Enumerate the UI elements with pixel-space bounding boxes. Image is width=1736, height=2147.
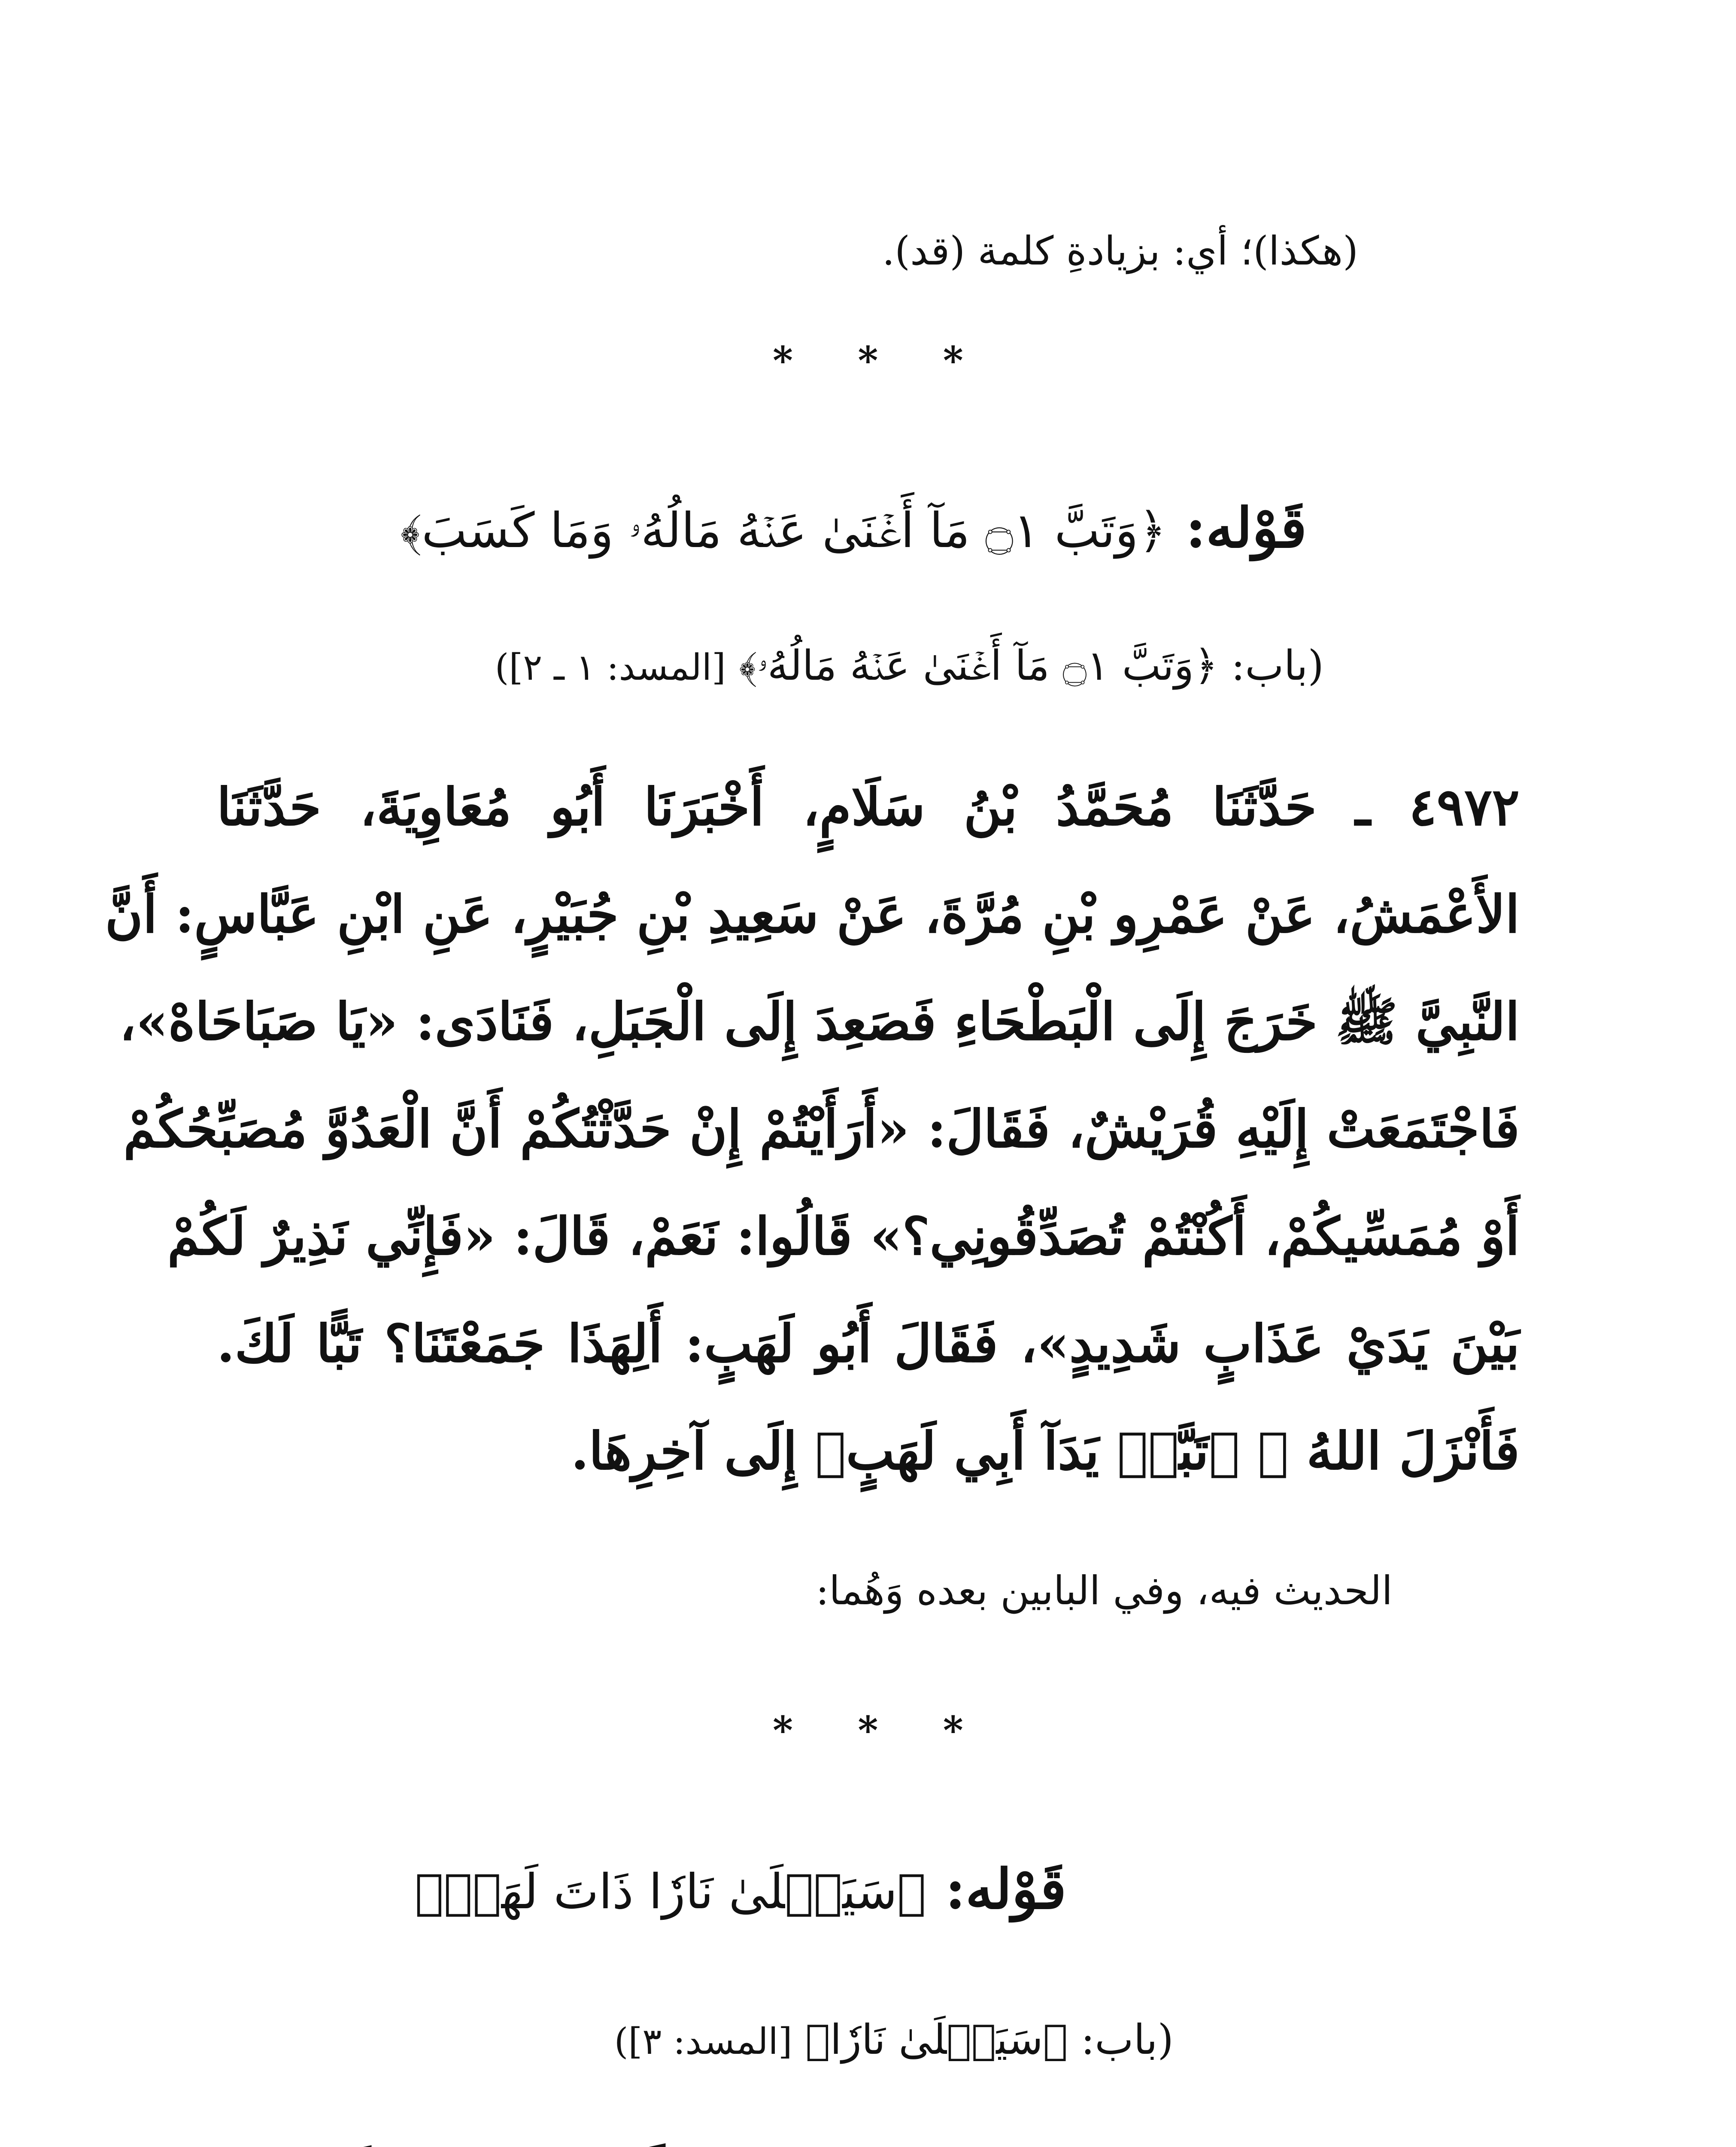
chapter-title-1 xyxy=(495,636,1324,697)
quran-verse: ﴿وَتَبَّ ۝١ مَآ أَغۡنَىٰ عَنۡهُ مَالُهُۥ وَمَا كَسَبَ﴾ xyxy=(400,503,1167,559)
heading-verse-1 xyxy=(401,494,1307,565)
separator-stars: * * * xyxy=(773,338,989,383)
note-line: الحديث فيه، وفي البابين بعده وَهُما: xyxy=(816,1568,1393,1614)
chapter-prefix: (باب: xyxy=(1231,642,1324,690)
hadith-line: فَأَنْزَلَ اللهُ ﷻ ﴿تَبَّتۡ يَدَآ أَبِي لَهَبٍ﴾ إِلَى آخِرِهَا. xyxy=(571,1421,1520,1481)
hadith-line: أَوْ مُمَسِّيكُمْ، أَكُنْتُمْ تُصَدِّقُونِي؟» قَالُوا: نَعَمْ، قَالَ: «فَإِنِّي نَذِيرٌ لَكُمْ xyxy=(167,1206,1520,1267)
quran-verse: ﴿وَتَبَّ ۝١ مَآ أَغۡنَىٰ عَنۡهُ مَالُهُۥ﴾ xyxy=(739,642,1218,690)
separator-stars: * * * xyxy=(773,1708,989,1753)
surah-reference: [المسد: ١ ـ ٢]) xyxy=(495,646,726,688)
hadith-line: ٤٩٧٢ ـ حَدَّثَنَا مُحَمَّدُ بْنُ سَلَامٍ، أَخْبَرَنَا أَبُو مُعَاوِيَةَ، حَدَّثَنَا xyxy=(217,777,1520,837)
surah-reference: [المسد: ٣]) xyxy=(614,2020,792,2062)
chapter-title-2 xyxy=(614,2010,1174,2071)
hadith-line: بَيْنَ يَدَيْ عَذَابٍ شَدِيدٍ»، فَقَالَ أَبُو لَهَبٍ: أَلِهَذَا جَمَعْتَنَا؟ تَبًّا لَكَ. xyxy=(217,1314,1520,1374)
hadith-line: النَّبِيَّ ﷺ خَرَجَ إِلَى الْبَطْحَاءِ فَصَعِدَ إِلَى الْجَبَلِ، فَنَادَى: «يَا صَبَاحَاهْ»، xyxy=(119,991,1520,1052)
hadith-line: الأَعْمَشُ، عَنْ عَمْرِو بْنِ مُرَّةَ، عَنْ سَعِيدِ بْنِ جُبَيْرٍ، عَنِ ابْنِ عَبَّاسٍ: أَنَّ xyxy=(105,884,1520,945)
quran-verse: ﴿سَيَصۡلَىٰ نَارٗا ذَاتَ لَهَبٖ﴾ xyxy=(415,1864,926,1920)
heading-prefix: قَوْله: xyxy=(1185,496,1307,560)
chapter-prefix: (باب: xyxy=(1080,2016,1174,2064)
heading-prefix: قَوْله: xyxy=(945,1857,1066,1922)
heading-verse-2 xyxy=(415,1855,1066,1926)
hadith-line: فَاجْتَمَعَتْ إِلَيْهِ قُرَيْشٌ، فَقَالَ: «أَرَأَيْتُمْ إِنْ حَدَّثْتُكُمْ أَنَّ الْعَدُوَّ مُصَبِّحُكُمْ xyxy=(123,1099,1520,1159)
intro-line: (هكذا)؛ أي: بزيادةِ كلمة (قد). xyxy=(882,228,1358,274)
quran-verse: ﴿سَيَصۡلَىٰ نَارٗا﴾ xyxy=(805,2016,1068,2064)
